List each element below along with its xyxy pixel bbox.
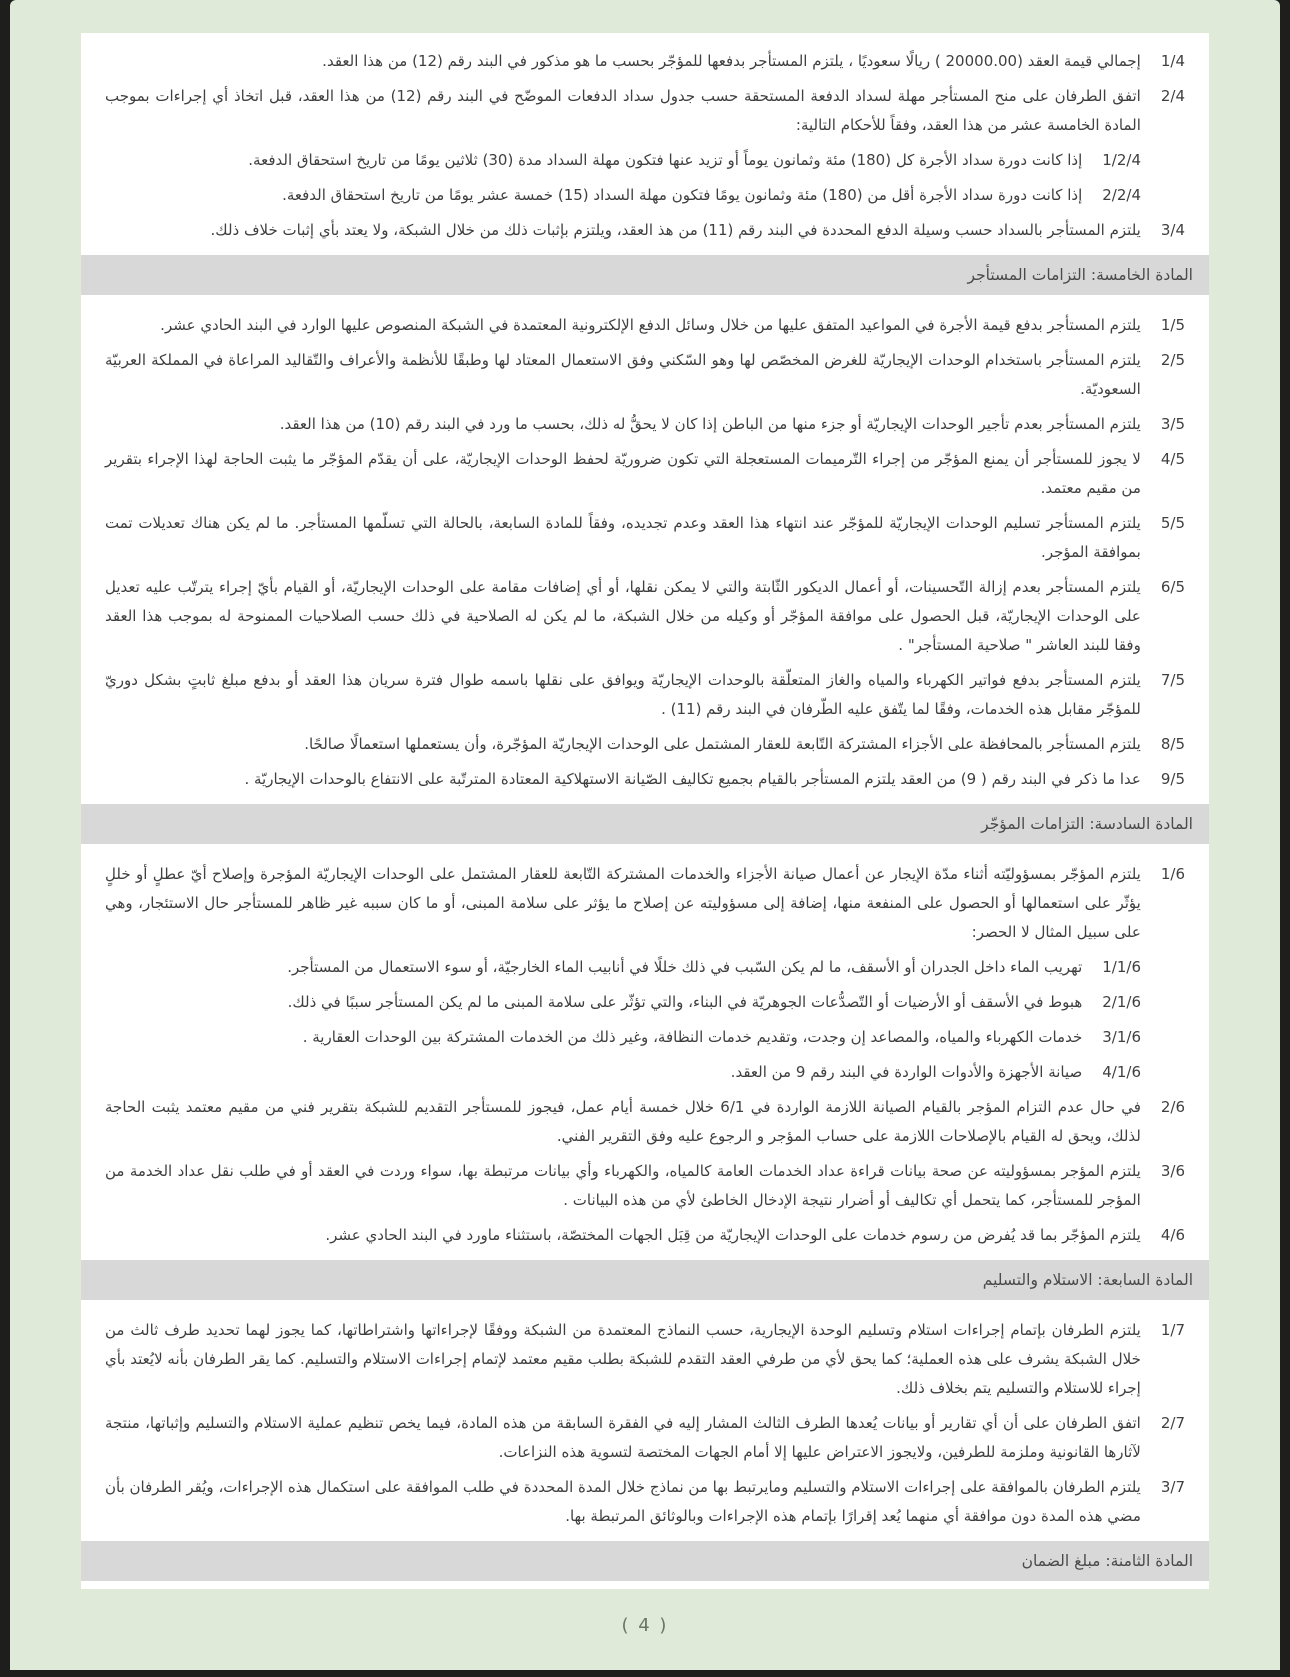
clause-text: يلتزم الطرفان بالموافقة على إجراءات الاستلام والتسليم ومايرتبط بها من نماذج خلال المدة المحددة في طلب الموافقة على استكمال هذه الإجراءات، ويُقر الطرفان بأن مضي هذه المدة دون موافقة أي منهما يُعد إقرارًا بإتمام هذه الإجراءات وبالوثائق المرتبطة بها. — [105, 1478, 1141, 1525]
clause-4-5 — [105, 445, 1185, 503]
clause-number: 3/5 — [1160, 415, 1185, 433]
page-number: ( 4 ) — [621, 1615, 669, 1636]
clause-text: يلتزم المستأجر بعدم إزالة التّحسينات، أو أعمال الديكور الثّابتة والتي لا يمكن نقلها، أو أي إضافات مقامة على الوحدات الإيجاريّة، أو القيام بأيّ إجراء يترتّب عليه تعديل على الوحدات الإيجاريّة، قبل الحصول على موافقة المؤجّر أو وكيله من خلال الشبكة، ما لم يكن له الصلاحية في ذلك حسب الصلاحيات الممنوحة له بموجب هذا العقد وفقا للبند العاشر " صلاحية المستأجر" . — [105, 578, 1141, 654]
clause-3-5 — [105, 410, 1185, 439]
clause-text: يلتزم المؤجر بمسؤوليته عن صحة بيانات قراءة عداد الخدمات العامة كالمياه، والكهرباء وأي بيانات مرتبطة بها، سواء وردت في العقد أو في طلب نقل عداد الخدمة من المؤجر للمستأجر، كما يتحمل أي تكاليف أو أضرار نتيجة الإدخال الخاطئ لأي من هذه البيانات . — [105, 1162, 1141, 1209]
clause-1-1-6 — [105, 953, 1141, 982]
clause-number: 3/4 — [1160, 221, 1185, 239]
article-7-header: المادة السابعة: الاستلام والتسليم — [81, 1260, 1209, 1300]
clause-1-7 — [105, 1316, 1185, 1403]
clause-text: يلتزم المؤجّر بمسؤوليّته أثناء مدّة الإيجار عن أعمال صيانة الأجزاء والخدمات المشتركة التّابعة للعقار المشتمل على الوحدات الإيجاريّة المؤجرة وإصلاح أيّ عطلٍ أو خللٍ يؤثّر على استعمالها أو الحصول على المنفعة منها، إضافة إلى مسؤوليته عن إصلاح ما يؤثر على سلامة المبنى، أو ما كان سببه غير ظاهر للمستأجر حال الاستئجار، وهي على سبيل المثال لا الحصر: — [105, 865, 1141, 941]
clause-text: لا يجوز للمستأجر أن يمنع المؤجّر من إجراء التّرميمات المستعجلة التي تكون ضروريّة لحفظ الوحدات الإيجاريّة، على أن يقدّم المؤجّر ما يثبت الحاجة لهذا الإجراء بتقرير من مقيم معتمد. — [105, 450, 1141, 497]
clause-text: يلتزم المستأجر بالمحافظة على الأجزاء المشتركة التّابعة للعقار المشتمل على الوحدات الإيجاريّة المؤجّرة، وأن يستعملها استعمالًا صالحًا. — [304, 735, 1141, 753]
clause-3-6 — [105, 1157, 1185, 1215]
viewer-background — [10, 0, 1280, 1670]
clause-number: 2/1/6 — [1102, 993, 1141, 1011]
clause-text: خدمات الكهرباء والمياه، والمصاعد إن وجدت، وتقديم خدمات النظافة، وغير ذلك من الخدمات المشتركة بين الوحدات العقارية . — [302, 1028, 1083, 1046]
clause-number: 1/7 — [1160, 1321, 1185, 1339]
article-6-header: المادة السادسة: التزامات المؤجّر — [81, 804, 1209, 844]
clause-6-5 — [105, 573, 1185, 660]
article-5-header: المادة الخامسة: التزامات المستأجر — [81, 255, 1209, 295]
clause-number: 2/2/4 — [1102, 186, 1141, 204]
clause-4-1-6 — [105, 1058, 1141, 1087]
clause-1-5 — [105, 311, 1185, 340]
clause-8-5 — [105, 730, 1185, 759]
clause-number: 3/1/6 — [1102, 1028, 1141, 1046]
clause-text: اتفق الطرفان على أن أي تقارير أو بيانات يُعدها الطرف الثالث المشار إليه في الفقرة السابقة من هذه المادة، فيما يخص تنظيم عملية الاستلام والتسليم وإثباتها، منتجة لآثارها القانونية وملزمة للطرفين، ولايجوز الاعتراض عليها إلا أمام الجهات المختصة لتسوية هذه النزاعات. — [105, 1414, 1141, 1461]
clause-2-6 — [105, 1093, 1185, 1151]
clause-text: اتفق الطرفان على منح المستأجر مهلة لسداد الدفعة المستحقة حسب جدول سداد الدفعات الموضّح في البند رقم (12) من هذا العقد، قبل اتخاذ أي إجراءات بموجب المادة الخامسة عشر من هذا العقد، وفقاً للأحكام التالية: — [105, 87, 1141, 134]
clause-number: 4/5 — [1160, 450, 1185, 468]
clause-number: 2/5 — [1160, 351, 1185, 369]
clause-text: يلتزم الطرفان بإتمام إجراءات استلام وتسليم الوحدة الإيجارية، حسب النماذج المعتمدة من الشبكة ووفقًا لإجراءاتها واشتراطاتها، كما يجوز لهما تحديد طرف ثالث من خلال الشبكة يشرف على هذه العملية؛ كما يحق لأي من طرفي العقد التقدم للشبكة بطلب مقيم معتمد لإتمام إجراءات الاستلام والتسليم. كما يقر الطرفان بأنه لايُعتد بأي إجراء للاستلام والتسليم يتم بخلاف ذلك. — [105, 1321, 1141, 1397]
clause-text: يلتزم المستأجر بدفع قيمة الأجرة في المواعيد المتفق عليها من خلال وسائل الدفع الإلكترونية المعتمدة في الشبكة المنصوص عليها الوارد في البند الحادي عشر. — [160, 316, 1141, 334]
clause-number: 1/2/4 — [1102, 151, 1141, 169]
clause-number: 6/5 — [1160, 578, 1185, 596]
clause-number: 2/7 — [1160, 1414, 1185, 1432]
clause-1-2-4 — [105, 146, 1141, 175]
clause-text: تهريب الماء داخل الجدران أو الأسقف، ما لم يكن السّبب في ذلك خللًا في أنابيب الماء الخارجيّة، أو سوء الاستعمال من المستأجر. — [287, 958, 1083, 976]
clause-text: يلتزم المؤجّر بما قد يُفرض من رسوم خدمات على الوحدات الإيجاريّة من قِبَل الجهات المختصّة، باستثناء ماورد في البند الحادي عشر. — [325, 1226, 1141, 1244]
clause-2-4 — [105, 82, 1185, 140]
clause-text: يلتزم المستأجر بدفع فواتير الكهرباء والمياه والغاز المتعلّقة بالوحدات الإيجاريّة ويوافق على نقلها باسمه طوال فترة سريان هذا العقد أو بدفع مبلغ ثابتٍ بشكل دوريّ للمؤجّر مقابل هذه الخدمات، وفقًا لما يتّفق عليه الطّرفان في البند رقم (11) . — [105, 671, 1141, 718]
clause-number: 1/5 — [1160, 316, 1185, 334]
clause-number: 1/4 — [1160, 52, 1185, 70]
clause-text: يلتزم المستأجر بالسداد حسب وسيلة الدفع المحددة في البند رقم (11) من هذ العقد، ويلتزم بإثبات ذلك من خلال الشبكة، ولا يعتد بأي إثبات خلاف ذلك. — [210, 221, 1141, 239]
clause-number: 1/1/6 — [1102, 958, 1141, 976]
clause-2-2-4 — [105, 181, 1141, 210]
clause-number: 8/5 — [1160, 735, 1185, 753]
clause-number: 2/6 — [1160, 1098, 1185, 1116]
clause-number: 3/6 — [1160, 1162, 1185, 1180]
clause-number: 4/1/6 — [1102, 1063, 1141, 1081]
clause-text: يلتزم المستأجر باستخدام الوحدات الإيجاريّة للغرض المخصّص لها وهو السّكني وفق الاستعمال المعتاد لها وطبقًا للأنظمة والأعراف والتّقاليد المراعاة في المملكة العربيّة السعوديّة. — [105, 351, 1141, 398]
clause-text: في حال عدم التزام المؤجر بالقيام الصيانة اللازمة الواردة في 6/1 خلال خمسة أيام عمل، فيجوز للمستأجر التقديم للشبكة بتقرير فني من مقيم معتمد يثبت الحاجة لذلك، ويحق له القيام بالإصلاحات اللازمة على حساب المؤجر و الرجوع عليه وفق التقرير الفني. — [105, 1098, 1141, 1145]
clause-1-6 — [105, 860, 1185, 947]
clause-number: 4/6 — [1160, 1226, 1185, 1244]
clause-9-5 — [105, 765, 1185, 794]
clause-3-4 — [105, 216, 1185, 245]
clause-3-1-6 — [105, 1023, 1141, 1052]
clause-4-6 — [105, 1221, 1185, 1250]
clause-number: 2/4 — [1160, 87, 1185, 105]
clause-number: 3/7 — [1160, 1478, 1185, 1496]
clause-number: 5/5 — [1160, 514, 1185, 532]
clause-3-7 — [105, 1473, 1185, 1531]
clause-7-5 — [105, 666, 1185, 724]
clause-2-1-6 — [105, 988, 1141, 1017]
clause-number: 7/5 — [1160, 671, 1185, 689]
clause-text: هبوط في الأسقف أو الأرضيات أو التّصدُّعات الجوهريّة في البناء، والتي تؤثّر على سلامة المبنى ما لم يكن المستأجر سببًا في ذلك. — [287, 993, 1083, 1011]
clause-number: 9/5 — [1160, 770, 1185, 788]
clause-2-7 — [105, 1409, 1185, 1467]
contract-page — [81, 33, 1209, 1589]
clause-text: يلتزم المستأجر بعدم تأجير الوحدات الإيجاريّة أو جزء منها من الباطن إذا كان لا يحقُّ له ذلك، بحسب ما ورد في البند رقم (10) من هذا العقد. — [279, 415, 1141, 433]
clause-text: إذا كانت دورة سداد الأجرة أقل من (180) مئة وثمانون يومًا فتكون مهلة السداد (15) خمسة عشر يومًا من تاريخ استحقاق الدفعة. — [282, 186, 1083, 204]
clause-number: 1/6 — [1160, 865, 1185, 883]
clause-1-4 — [105, 47, 1185, 76]
clause-text: إذا كانت دورة سداد الأجرة كل (180) مئة وثمانون يوماً أو تزيد عنها فتكون مهلة السداد مدة (30) ثلاثين يومًا من تاريخ استحقاق الدفعة. — [248, 151, 1083, 169]
clause-2-5 — [105, 346, 1185, 404]
article-8-header: المادة الثامنة: مبلغ الضمان — [81, 1541, 1209, 1581]
clause-text: عدا ما ذكر في البند رقم ( 9) من العقد يلتزم المستأجر بالقيام بجميع تكاليف الصّيانة الاستهلاكية المعتادة المترتّبة على الانتفاع بالوحدات الإيجاريّة . — [244, 770, 1141, 788]
clause-5-5 — [105, 509, 1185, 567]
clause-text: يلتزم المستأجر تسليم الوحدات الإيجاريّة للمؤجّر عند انتهاء هذا العقد وعدم تجديده، وفقاً للمادة السابعة، بالحالة التي تسلّمها المستأجر. ما لم يكن هناك تعديلات تمت بموافقة المؤجر. — [105, 514, 1141, 561]
clause-text: إجمالي قيمة العقد (20000.00 ) ريالًا سعوديًا ، يلتزم المستأجر بدفعها للمؤجّر بحسب ما هو مذكور في البند رقم (12) من هذا العقد. — [322, 52, 1141, 70]
clause-text: صيانة الأجهزة والأدوات الواردة في البند رقم 9 من العقد. — [730, 1063, 1083, 1081]
